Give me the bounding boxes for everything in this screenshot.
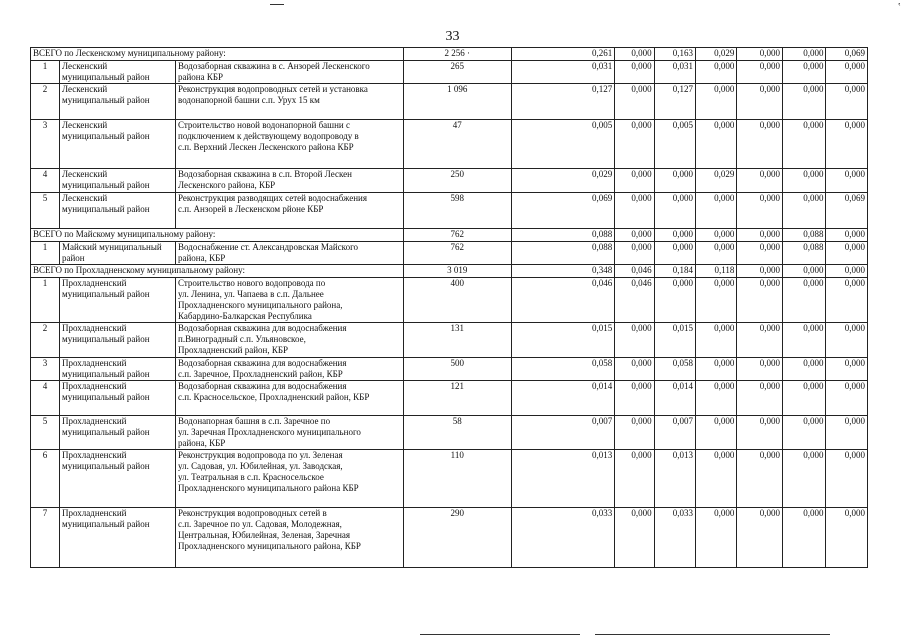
municipal-area [60,84,176,120]
year-value-c4: 0,000 [737,48,783,61]
object-name [176,169,404,193]
cell-line: Лескенский [62,169,108,179]
year-value-c5: 0,000 [782,61,826,84]
cell-line: муниципальный район [62,72,150,82]
cell-line: Прохладненский район, КБР [178,345,289,355]
object-name [176,381,404,416]
year-value-c6: 0,000 [826,358,868,381]
cell-line: Прохладненский [62,508,127,518]
cell-line: Лескенский [62,120,108,130]
cell-line: Кабардино-Балкарская Республика [178,311,312,321]
year-value-c5: 0,000 [782,48,826,61]
year-value-c3: 0,000 [695,358,736,381]
table-row [31,61,868,84]
year-value-c5: 0,000 [782,193,826,229]
row-number: 1 [31,61,60,84]
cost-value: 0,088 [511,242,615,265]
cost-value: 0,046 [511,278,615,323]
length-value: 400 [403,278,511,323]
year-value-c6: 0,069 [826,48,868,61]
year-value-c6: 0,069 [826,193,868,229]
cell-line: Лескенский [62,193,108,203]
row-number: 3 [31,358,60,381]
row-number: 1 [31,278,60,323]
length-value: 762 [403,242,511,265]
cell-line: Водонапорная башня в с.п. Заречное по [178,416,331,426]
object-name [176,61,404,84]
cell-line: Реконструкция разводящих сетей водоснабжения [178,193,367,203]
object-name [176,278,404,323]
municipal-area [60,169,176,193]
table-row [31,169,868,193]
year-value-c4: 0,000 [737,193,783,229]
cell-line: с.п. Верхний Лескен Лескенского района КБР [178,142,354,152]
year-value-c3: 0,000 [695,416,736,450]
cell-line: подключением к действующему водопроводу в [178,131,359,141]
year-value-c2: 0,031 [654,61,695,84]
year-value-c6: 0,000 [826,508,868,568]
year-value-c2: 0,058 [654,358,695,381]
year-value-c6: 0,000 [826,61,868,84]
year-value-c5: 0,000 [782,450,826,508]
cell-line: муниципальный район [62,519,150,529]
cell-line: Лескенский [62,84,108,94]
cell-line: Прохладненский [62,278,127,288]
length-value: 250 [403,169,511,193]
row-number: 5 [31,193,60,229]
year-value-c6: 0,000 [826,120,868,169]
cell-line: муниципальный район [62,334,150,344]
year-value-c4: 0,000 [737,61,783,84]
cell-line: с.п. Заречное по ул. Садовая, Молодежная, [178,519,342,529]
year-value-c5: 0,000 [782,416,826,450]
cell-line: муниципальный район [62,204,150,214]
length-value: 131 [403,323,511,358]
row-number: 6 [31,450,60,508]
municipal-area [60,508,176,568]
table-body [31,48,868,568]
object-name [176,450,404,508]
year-value-c5: 0,000 [782,323,826,358]
year-value-c5: 0,000 [782,358,826,381]
length-value: 110 [403,450,511,508]
cell-line: водонапорной башни с.п. Урух 15 км [178,95,320,105]
cell-line: Водозаборная скважина для водоснабжения [178,323,347,333]
row-number: 4 [31,381,60,416]
year-value-c6: 0,000 [826,323,868,358]
year-value-c1: 0,000 [615,450,654,508]
year-value-c1: 0,000 [615,358,654,381]
water-supply-table [30,47,868,568]
cell-line: муниципальный район [62,427,150,437]
year-value-c4: 0,000 [737,84,783,120]
year-value-c5: 0,000 [782,508,826,568]
year-value-c1: 0,046 [615,278,654,323]
length-value: 47 [403,120,511,169]
total-row [31,48,868,61]
cell-line: муниципальный район [62,461,150,471]
year-value-c2: 0,007 [654,416,695,450]
table-row [31,120,868,169]
cell-line: Прохладненский [62,416,127,426]
year-value-c3: 0,000 [695,242,736,265]
year-value-c2: 0,000 [654,242,695,265]
year-value-c3: 0,000 [695,193,736,229]
cost-value: 0,031 [511,61,615,84]
table-row [31,193,868,229]
cell-line: ул. Заречная Прохладненского муниципального [178,427,361,437]
length-value: 2 256 · [403,48,511,61]
corner-tick-mark: ʽ [897,2,901,13]
object-name [176,508,404,568]
year-value-c4: 0,000 [737,120,783,169]
year-value-c4: 0,000 [737,508,783,568]
cell-line: муниципальный район [62,131,150,141]
cell-line: Водозаборная скважина для водоснабжения [178,358,347,368]
cell-line: муниципальный район [62,289,150,299]
year-value-c2: 0,005 [654,120,695,169]
row-number: 3 [31,120,60,169]
year-value-c2: 0,127 [654,84,695,120]
year-value-c6: 0,000 [826,381,868,416]
cell-line: Прохладненского муниципального района КБР [178,483,359,493]
object-name [176,358,404,381]
year-value-c5: 0,000 [782,278,826,323]
row-number: 5 [31,416,60,450]
cell-line: Строительство нового водопровода по [178,278,326,288]
cell-line: Водозаборная скважина в с.п. Второй Лескен [178,169,352,179]
cell-line: Центральная, Юбилейная, Зеленая, Заречная [178,530,351,540]
object-name [176,120,404,169]
year-value-c4: 0,000 [737,278,783,323]
year-value-c6: 0,000 [826,242,868,265]
year-value-c5: 0,000 [782,265,826,278]
length-value: 500 [403,358,511,381]
year-value-c1: 0,000 [615,120,654,169]
cost-value: 0,005 [511,120,615,169]
row-number: 4 [31,169,60,193]
municipal-area [60,358,176,381]
cost-value: 0,348 [511,265,615,278]
year-value-c2: 0,014 [654,381,695,416]
footer-rule-right [595,634,830,635]
year-value-c3: 0,000 [695,229,736,242]
year-value-c2: 0,000 [654,193,695,229]
cell-line: Строительство новой водонапорной башни с [178,120,350,130]
cell-line: ул. Садовая, ул. Юбилейная, ул. Заводская, [178,461,343,471]
cost-value: 0,058 [511,358,615,381]
cost-value: 0,261 [511,48,615,61]
length-value: 762 [403,229,511,242]
cell-line: Реконструкция водопроводных сетей в [178,508,327,518]
year-value-c2: 0,033 [654,508,695,568]
year-value-c5: 0,000 [782,381,826,416]
table-row [31,381,868,416]
cell-line: Лескенский [62,61,108,71]
municipal-area [60,120,176,169]
cell-line: Прохладненский [62,381,127,391]
cell-line: Водозаборная скважина для водоснабжения [178,381,347,391]
year-value-c2: 0,184 [654,265,695,278]
year-value-c1: 0,000 [615,61,654,84]
year-value-c6: 0,000 [826,416,868,450]
total-row [31,229,868,242]
year-value-c3: 0,000 [695,120,736,169]
total-label: ВСЕГО по Майскому муниципальному району: [31,229,404,242]
year-value-c3: 0,029 [695,169,736,193]
cost-value: 0,015 [511,323,615,358]
table-row [31,242,868,265]
year-value-c6: 0,000 [826,450,868,508]
year-value-c1: 0,000 [615,416,654,450]
object-name [176,84,404,120]
cell-line: Реконструкция водопровода по ул. Зеленая [178,450,343,460]
table-row [31,450,868,508]
year-value-c4: 0,000 [737,169,783,193]
table-row [31,84,868,120]
length-value: 290 [403,508,511,568]
cell-line: муниципальный район [62,392,150,402]
cost-value: 0,088 [511,229,615,242]
municipal-area [60,193,176,229]
year-value-c6: 0,000 [826,265,868,278]
total-row [31,265,868,278]
municipal-area [60,278,176,323]
year-value-c3: 0,118 [695,265,736,278]
cost-value: 0,014 [511,381,615,416]
object-name [176,242,404,265]
cost-value: 0,069 [511,193,615,229]
length-value: 121 [403,381,511,416]
length-value: 265 [403,61,511,84]
year-value-c4: 0,000 [737,265,783,278]
cell-line: Прохладненский [62,323,127,333]
municipal-area [60,450,176,508]
object-name [176,193,404,229]
length-value: 1 096 [403,84,511,120]
footer-rule-left [420,634,580,635]
year-value-c3: 0,000 [695,61,736,84]
municipal-area [60,381,176,416]
year-value-c6: 0,000 [826,84,868,120]
row-number: 2 [31,84,60,120]
table-row [31,323,868,358]
row-number: 1 [31,242,60,265]
cell-line: Прохладненского муниципального района, КБР [178,541,361,551]
total-label: ВСЕГО по Лескенскому муниципальному району: [31,48,404,61]
year-value-c5: 0,000 [782,84,826,120]
cell-line: с.п. Анзорей в Лескенском рйоне КБР [178,204,324,214]
year-value-c1: 0,000 [615,84,654,120]
length-value: 3 019 [403,265,511,278]
year-value-c3: 0,029 [695,48,736,61]
year-value-c2: 0,000 [654,278,695,323]
year-value-c6: 0,000 [826,169,868,193]
cell-line: ул. Ленина, ул. Чапаева в с.п. Дальнее [178,289,324,299]
year-value-c1: 0,000 [615,229,654,242]
year-value-c2: 0,000 [654,229,695,242]
scan-artifact-mark [270,0,284,5]
municipal-area [60,323,176,358]
cell-line: ул. Театральная в с.п. Красносельское [178,472,324,482]
year-value-c5: 0,000 [782,120,826,169]
cell-line: Лескенского района, КБР [178,180,276,190]
year-value-c1: 0,000 [615,48,654,61]
cell-line: Прохладненский [62,358,127,368]
cell-line: района, КБР [178,253,226,263]
object-name [176,323,404,358]
year-value-c1: 0,000 [615,508,654,568]
year-value-c1: 0,000 [615,381,654,416]
cell-line: с.п. Красносельское, Прохладненский район, КБР [178,392,370,402]
row-number: 7 [31,508,60,568]
municipal-area [60,416,176,450]
year-value-c4: 0,000 [737,358,783,381]
year-value-c4: 0,000 [737,381,783,416]
cost-value: 0,033 [511,508,615,568]
year-value-c4: 0,000 [737,229,783,242]
year-value-c3: 0,000 [695,278,736,323]
year-value-c6: 0,000 [826,229,868,242]
municipal-area [60,242,176,265]
total-label: ВСЕГО по Прохладненскому муниципальному району: [31,265,404,278]
year-value-c3: 0,000 [695,508,736,568]
year-value-c5: 0,088 [782,229,826,242]
year-value-c4: 0,000 [737,242,783,265]
cost-value: 0,127 [511,84,615,120]
year-value-c1: 0,046 [615,265,654,278]
year-value-c2: 0,163 [654,48,695,61]
table-row [31,416,868,450]
year-value-c3: 0,000 [695,84,736,120]
year-value-c4: 0,000 [737,323,783,358]
cell-line: Прохладненский [62,450,127,460]
cell-line: Прохладненского муниципального района, [178,300,343,310]
length-value: 598 [403,193,511,229]
length-value: 58 [403,416,511,450]
cell-line: Реконструкция водопроводных сетей и установка [178,84,368,94]
cell-line: Майский муниципальный [62,242,162,252]
cell-line: Водоснабжение ст. Александровская Майского [178,242,359,252]
cost-value: 0,007 [511,416,615,450]
cell-line: муниципальный район [62,180,150,190]
year-value-c2: 0,015 [654,323,695,358]
year-value-c1: 0,000 [615,242,654,265]
cell-line: района, КБР [178,438,226,448]
cell-line: района КБР [178,72,224,82]
cell-line: Водозаборная скважина в с. Анзорей Лескенского [178,61,370,71]
year-value-c5: 0,000 [782,169,826,193]
year-value-c1: 0,000 [615,169,654,193]
cell-line: с.п. Заречное, Прохладненский район, КБР [178,369,343,379]
table-row [31,358,868,381]
year-value-c3: 0,000 [695,323,736,358]
year-value-c2: 0,013 [654,450,695,508]
cell-line: муниципальный район [62,95,150,105]
year-value-c1: 0,000 [615,323,654,358]
cost-value: 0,029 [511,169,615,193]
year-value-c6: 0,000 [826,278,868,323]
table-row [31,508,868,568]
year-value-c5: 0,088 [782,242,826,265]
year-value-c3: 0,000 [695,381,736,416]
page-number: 33 [445,29,460,44]
cell-line: район [62,253,85,263]
object-name [176,416,404,450]
municipal-area [60,61,176,84]
year-value-c3: 0,000 [695,450,736,508]
cost-value: 0,013 [511,450,615,508]
year-value-c4: 0,000 [737,450,783,508]
year-value-c1: 0,000 [615,193,654,229]
cell-line: п.Виноградный с.п. Ульяновское, [178,334,306,344]
year-value-c2: 0,000 [654,169,695,193]
year-value-c4: 0,000 [737,416,783,450]
row-number: 2 [31,323,60,358]
cell-line: муниципальный район [62,369,150,379]
table-row [31,278,868,323]
